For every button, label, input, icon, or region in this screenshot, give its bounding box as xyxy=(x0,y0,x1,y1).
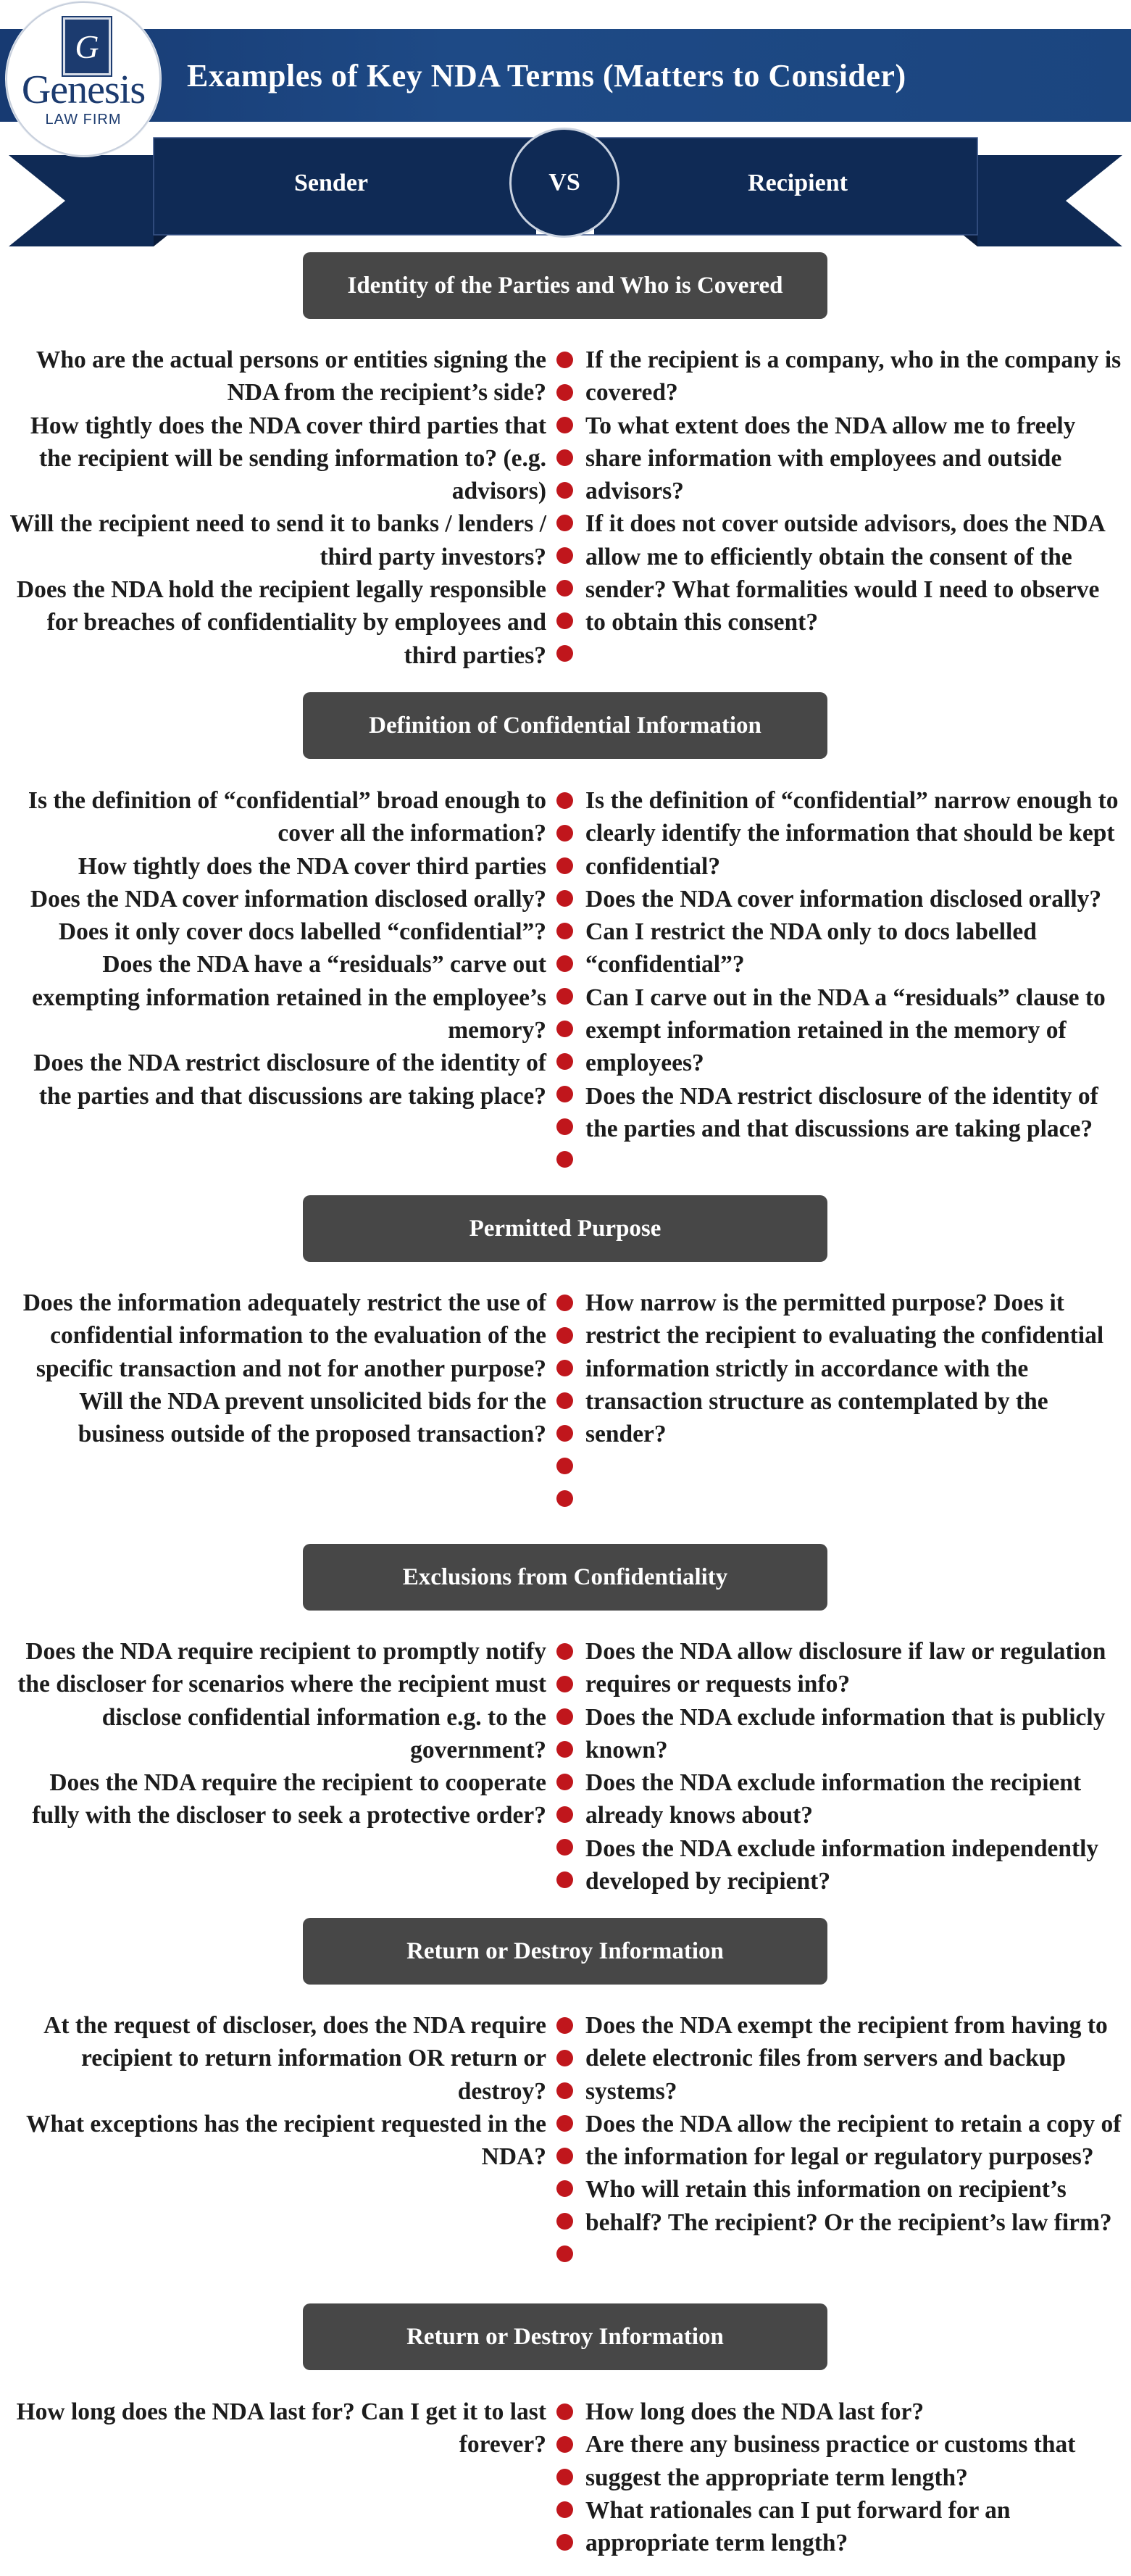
section-title-term: Return or Destroy Information xyxy=(303,2303,827,2370)
bullet-dot xyxy=(556,1392,573,1409)
sender-item: Does the NDA cover information disclosed orally? Does it only cover docs labelled “confidential”? xyxy=(30,885,546,946)
bullet-dot xyxy=(556,2534,573,2551)
bullet-dot xyxy=(556,515,573,531)
recipient-label: Recipient xyxy=(748,170,848,196)
sender-column-identity xyxy=(7,344,546,672)
sender-label: Sender xyxy=(294,170,368,196)
bullet-dot xyxy=(556,890,573,907)
bullet-dot xyxy=(556,1021,573,1037)
bullet-dot xyxy=(556,2403,573,2420)
recipient-item: Does the NDA exclude information that is publicly known? xyxy=(585,1703,1106,1763)
bullet-dot xyxy=(556,1676,573,1692)
bullet-dot xyxy=(556,792,573,809)
section-title-purpose: Permitted Purpose xyxy=(303,1195,827,1262)
ribbon-right-tail xyxy=(977,155,1122,246)
ribbon-left-tail xyxy=(9,155,154,246)
sender-column-exclusions xyxy=(7,1635,546,1832)
bullet-dot xyxy=(556,2180,573,2197)
bullet-dot xyxy=(556,1643,573,1660)
recipient-column-definition xyxy=(585,784,1122,1145)
bullet-dot xyxy=(556,1458,573,1474)
recipient-item: Does the NDA exclude information independently developed by recipient? xyxy=(585,1835,1099,1895)
bullet-dot xyxy=(556,923,573,939)
bullet-dot xyxy=(556,1806,573,1823)
sender-item: Does the NDA hold the recipient legally responsible for breaches of confidentiality by employees and third parties? xyxy=(16,576,546,669)
bullet-dot xyxy=(556,1839,573,1856)
logo-name: Genesis xyxy=(21,67,146,112)
sender-item: At the request of discloser, does the NDA require recipient to return information OR return or destroy? xyxy=(43,2012,546,2105)
bullet-dot xyxy=(556,482,573,499)
bullet-dot xyxy=(556,2017,573,2034)
bullet-dot xyxy=(556,1360,573,1376)
sender-item: How long does the NDA last for? Can I get it to last forever? xyxy=(16,2398,546,2459)
bullet-dot xyxy=(556,1871,573,1888)
recipient-column-exclusions xyxy=(585,1635,1122,1898)
recipient-column-identity xyxy=(585,344,1122,639)
sender-item: Will the NDA prevent unsolicited bids for the business outside of the proposed transaction? xyxy=(78,1387,546,1448)
recipient-item: Does the NDA cover information disclosed orally? Can I restrict the NDA only to docs labelled “confidential”? xyxy=(585,885,1102,979)
recipient-item: To what extent does the NDA allow me to freely share information with employees and outside advisors? xyxy=(585,412,1076,505)
bullet-dot xyxy=(556,2050,573,2066)
sender-column-term xyxy=(7,2396,546,2461)
bullet-dot xyxy=(556,612,573,629)
logo-subtitle: LAW FIRM xyxy=(45,112,122,128)
bullet-dot xyxy=(556,417,573,433)
section-title-exclusions: Exclusions from Confidentiality xyxy=(303,1544,827,1611)
section-title-definition: Definition of Confidential Information xyxy=(303,692,827,759)
recipient-item: How narrow is the permitted purpose? Does it restrict the recipient to evaluating the confidential information strictly in accordance with the transaction structure as contemplated by the sender? xyxy=(585,1289,1104,1448)
bullet-dot xyxy=(556,1118,573,1135)
bullet-dot xyxy=(556,1151,573,1168)
bullet-dot xyxy=(556,580,573,597)
bullet-dot xyxy=(556,449,573,466)
page-title: Examples of Key NDA Terms (Matters to Consider) xyxy=(187,57,906,94)
bullet-dot xyxy=(556,1741,573,1758)
sender-item: What exceptions has the recipient requested in the NDA? xyxy=(25,2110,546,2171)
section-title-return-destroy: Return or Destroy Information xyxy=(303,1918,827,1985)
recipient-item: What rationales can I put forward for an appropriate term length? xyxy=(585,2496,1011,2557)
bullet-dot xyxy=(556,955,573,972)
recipient-column-return-destroy xyxy=(585,2009,1122,2239)
recipient-item: Does the NDA restrict disclosure of the identity of the parties and that discussions are taking place? xyxy=(585,1082,1098,1142)
recipient-item: Does the NDA allow disclosure if law or regulation requires or requests info? xyxy=(585,1638,1106,1698)
bullet-dot xyxy=(556,1053,573,1070)
vs-badge: VS xyxy=(509,128,619,238)
bullet-dot xyxy=(556,1295,573,1311)
bullet-dot xyxy=(556,352,573,368)
sender-column-definition xyxy=(7,784,546,1113)
recipient-item: Does the NDA allow the recipient to retain a copy of the information for legal or regulatory purposes? Who will retain this information on recipient’s behalf? The recipient? Or the recipient’s law firm? xyxy=(585,2110,1122,2236)
bullet-dot xyxy=(556,1425,573,1442)
sender-item: Does the information adequately restrict the use of confidential information to the evaluation of the specific transaction and not for another purpose? xyxy=(22,1289,546,1382)
bullet-dot xyxy=(556,1327,573,1344)
bullet-dot xyxy=(556,857,573,874)
recipient-column-purpose xyxy=(585,1287,1122,1450)
recipient-column-term xyxy=(585,2396,1122,2559)
sender-column-return-destroy xyxy=(7,2009,546,2173)
recipient-item: How long does the NDA last for? xyxy=(585,2398,925,2425)
bullet-dot xyxy=(556,2501,573,2518)
recipient-item: Can I carve out in the NDA a “residuals” clause to exempt information retained in the memory of employees? xyxy=(585,984,1106,1077)
sender-item: Does the NDA have a “residuals” carve out exempting information retained in the employee’s memory? xyxy=(32,951,546,1044)
recipient-item: If it does not cover outside advisors, does the NDA allow me to efficiently obtain the consent of the sender? What formalities would I need to observe to obtain this consent? xyxy=(585,510,1104,636)
sender-column-purpose xyxy=(7,1287,546,1450)
recipient-item: Does the NDA exclude information the recipient already knows about? xyxy=(585,1769,1082,1829)
bullet-dot xyxy=(556,1774,573,1790)
bullet-dot xyxy=(556,2245,573,2262)
recipient-item: Does the NDA exempt the recipient from having to delete electronic files from servers and backup systems? xyxy=(585,2012,1108,2105)
recipient-item: If the recipient is a company, who in the company is covered? xyxy=(585,346,1122,407)
bullet-dot xyxy=(556,2436,573,2453)
bullet-dot xyxy=(556,2469,573,2485)
bullet-dot xyxy=(556,645,573,662)
bullet-dot xyxy=(556,1086,573,1102)
logo-mark-icon: G xyxy=(63,17,111,75)
section-title-identity: Identity of the Parties and Who is Covered xyxy=(303,252,827,319)
bullet-dot xyxy=(556,988,573,1005)
sender-item: Will the recipient need to send it to banks / lenders / third party investors? xyxy=(9,510,546,570)
sender-item: Is the definition of “confidential” broad enough to cover all the information? xyxy=(28,787,546,847)
bullet-dot xyxy=(556,384,573,401)
bullet-dot xyxy=(556,825,573,842)
bullet-dot xyxy=(556,2115,573,2132)
bullet-dot xyxy=(556,1708,573,1725)
firm-logo xyxy=(6,1,161,157)
sender-item: How tightly does the NDA cover third parties that the recipient will be sending information to? (e.g. advisors) xyxy=(30,412,546,505)
bullet-dot xyxy=(556,1490,573,1507)
bullet-dot xyxy=(556,2082,573,2099)
sender-item: Who are the actual persons or entities signing the NDA from the recipient’s side? xyxy=(36,346,546,407)
sender-item: How tightly does the NDA cover third parties xyxy=(78,852,546,880)
sender-item: Does the NDA require the recipient to cooperate fully with the discloser to seek a protective order? xyxy=(32,1769,546,1829)
recipient-item: Are there any business practice or customs that suggest the appropriate term length? xyxy=(585,2431,1076,2491)
recipient-item: Is the definition of “confidential” narrow enough to clearly identify the information that should be kept confidential? xyxy=(585,787,1119,880)
sender-item: Does the NDA restrict disclosure of the identity of the parties and that discussions are taking place? xyxy=(33,1050,546,1110)
bullet-dot xyxy=(556,2213,573,2230)
sender-item: Does the NDA require recipient to promptly notify the discloser for scenarios where the recipient must disclose confidential information e.g. to the government? xyxy=(17,1638,546,1763)
bullet-dot xyxy=(556,2148,573,2164)
bullet-dot xyxy=(556,547,573,564)
